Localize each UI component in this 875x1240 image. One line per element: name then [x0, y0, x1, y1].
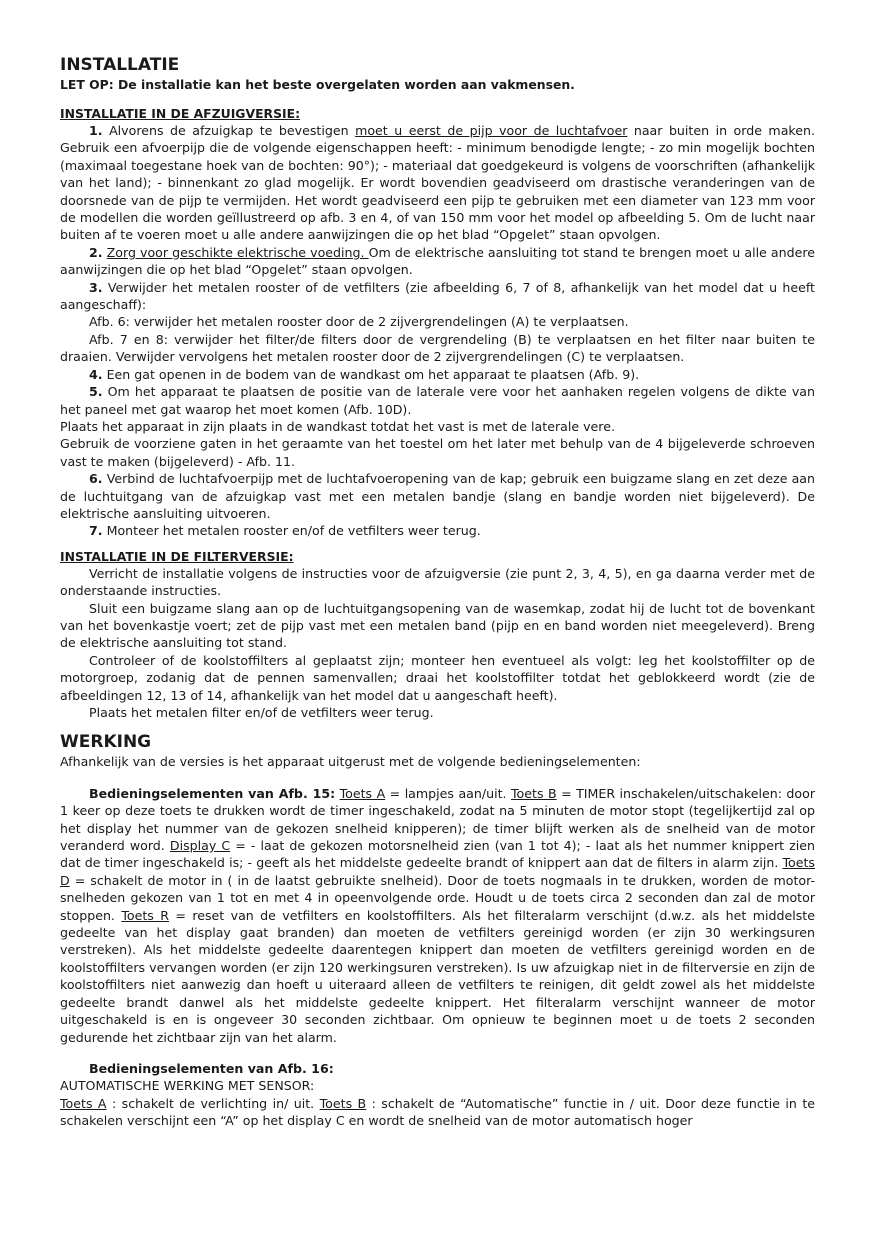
step-2-text: Om de elektrische aansluiting tot stand te brengen moet u alle andere aanwijzingen die op het blad “Opgelet” staan opvolgen. [60, 244, 815, 278]
step-1-underlined: moet u eerst de pijp voor de luchtafvoer [355, 123, 628, 138]
step-number: 5. [89, 384, 103, 400]
toets-d-text: = schakelt de motor in ( in de laatst gebruikte snelheid). Door de toets nogmaals in te drukken, worden de motor-snelheden gekozen van 1 tot en met 4 in opeenvolgende orde. Houdt u de toets circa 2 seconden dan zal de motor stoppen. [60, 872, 815, 923]
toets-b-label: Toets B [511, 785, 557, 801]
automatic-sensor-title: AUTOMATISCHE WERKING MET SENSOR: [60, 1078, 315, 1094]
step-number: 4. [89, 366, 103, 382]
step-5 [60, 383, 815, 418]
step-1-text-a: Alvorens de afzuigkap te bevestigen [109, 123, 356, 138]
afb16-toets-a-text: : schakelt de verlichting in/ uit. [106, 1095, 320, 1111]
werking-intro: Afhankelijk van de versies is het apparaat uitgerust met de volgende bedieningselementen: [60, 754, 641, 770]
step-number: 3. [89, 279, 103, 295]
step-3-afb6: Afb. 6: verwijder het metalen rooster door de 2 zijvergrendelingen (A) te verplaatsen. [89, 314, 629, 330]
step-4 [60, 366, 815, 383]
step-6-text: Verbind de luchtafvoerpijp met de luchtafvoeropening van de kap; gebruik een buigzame slang en zet deze aan de luchtuitgang van de afzuigkap vast met een metalen bandje (slang en bandje worden niet bijgeleverd). De elektrische aansluiting uitvoeren. [60, 471, 815, 521]
controls-afb16-label [60, 1060, 815, 1077]
section-title-filterversie: INSTALLATIE IN DE FILTERVERSIE: [60, 548, 294, 564]
toets-r-label: Toets R [121, 907, 169, 923]
heading-werking: WERKING [60, 732, 152, 753]
controls-afb16-label-text: Bedieningselementen van Afb. 16: [89, 1060, 334, 1076]
filter-paragraph-1: Verricht de installatie volgens de instructies voor de afzuigversie (zie punt 2, 3, 4, 5), en ga daarna verder met de onderstaande instructies. [60, 565, 815, 599]
step-1-text-b: naar buiten in orde maken. Gebruik een afvoerpijp die de volgende eigenschappen heeft: - minimum benodigde lengte; - zo min mogelijk bochten (maximaal toegestane hoek van de bochten: 90°); - materiaal dat goedgekeurd is volgens de voorschriften (afhankelijk van het land); - binnenkant zo glad mogelijk. Er wordt bovendien geadviseerd om drastische veranderingen van de doorsnede van de pijp te vermijden. Het wordt geadviseerd een pijp te gebruiken met een diameter van 123 mm voor de modellen die worden geïllustreerd op afb. 3 en 4, of van 150 mm voor het model op afbeelding 5. Om de lucht naar buiten af te voeren moet u alle andere aanwijzingen die op het blad “Opgelet” staan opvolgen. [60, 123, 815, 243]
filter-paragraph-4: Plaats het metalen filter en/of de vetfilters weer terug. [89, 705, 434, 720]
toets-a-label: Toets A [339, 785, 386, 801]
controls-afb16 [60, 1095, 815, 1130]
toets-a-text: = lampjes aan/uit. [385, 785, 511, 801]
toets-r-text: = reset van de vetfilters en koolstoffilters. Als het filteralarm verschijnt (d.w.z. als het middelste gedeelte van het display gaat branden) dan moeten de vetfilters gereinigd worden (er zijn 30 werkingsuren verstreken). Als het middelste gedeelte daarentegen knippert dan moeten de vetfilters gereinigd worden en de koolstoffilters vervangen worden (er zijn 120 werkingsuren verstreken). Is uw afzuigkap niet in de filterversie en zijn de koolstoffilters niet aanwezig dan hoeft u uiteraard alleen de vetfilters te reinigen, dit geldt zowel als het middelste gedeelte brandt danwel als het middelste gedeelte knippert. Het filteralarm verschijnt wanneer de motor uitgeschakeld is en is ongeveer 30 seconden zichtbaar. Om opnieuw te beginnen moet u de toets 2 seconden gedurende het zichtbaar zijn van het alarm. [60, 907, 815, 1045]
step-3-text: Verwijder het metalen rooster of de vetfilters (zie afbeelding 6, 7 of 8, afhankelijk van het model dat u heeft aangeschaff): [60, 279, 815, 313]
step-5-paragraph-3: Gebruik de voorziene gaten in het geraamte van het toestel om het later met behulp van de 4 bijgeleverde schroeven vast te maken (bijgeleverd) - Afb. 11. [60, 436, 815, 469]
controls-afb15 [60, 785, 815, 1046]
afb16-toets-a-label: Toets A [60, 1095, 107, 1111]
installation-warning: LET OP: De installatie kan het beste overgelaten worden aan vakmensen. [60, 77, 575, 92]
step-number: 2. [89, 244, 103, 260]
display-c-label: Display C [169, 838, 231, 854]
step-2-underlined: Zorg voor geschikte elektrische voeding. [106, 244, 369, 260]
afb16-toets-b-text: : schakelt de “Automatische” functie in / uit. Door deze functie in te schakelen verschijnt een “A” op het display C en wordt de snelheid van de motor automatisch hoger [60, 1095, 816, 1129]
step-5-text: Om het apparaat te plaatsen de positie van de laterale vere voor het aanhaken regelen volgens de dikte van het paneel met gat waarop het moet komen (Afb. 10D). [60, 384, 815, 417]
filter-paragraph-3: Controleer of de koolstoffilters al geplaatst zijn; monteer hen eventueel als volgt: leg het koolstoffilter op de motorgroep, zodanig dat de pennen samenvallen; draai het koolstoffilter totdat het geblokkeerd wordt (zie de afbeeldingen 12, 13 of 14, afhankelijk van het model dat u aangeschaft heeft). [60, 652, 815, 703]
step-3 [60, 279, 815, 314]
step-3-afb78: Afb. 7 en 8: verwijder het filter/de filters door de vergrendeling (B) te verplaatsen en het filter naar buiten te draaien. Verwijder vervolgens het metalen rooster door de 2 zijvergrendelingen (C) te verplaatsen. [60, 331, 815, 365]
filter-paragraph-2: Sluit een buigzame slang aan op de luchtuitgangsopening van de wasemkap, zodat hij de lucht tot de bovenkant van het bovenkastje voert; zet de pijp vast met een metalen band (pijp en en band worden niet meegeleverd). Breng de elektrische aansluiting tot stand. [60, 600, 815, 651]
step-6 [60, 470, 815, 522]
section-title-afzuigversie: INSTALLATIE IN DE AFZUIGVERSIE: [60, 106, 301, 121]
step-number: 6. [89, 471, 103, 487]
step-7-text: Monteer het metalen rooster en/of de vetfilters weer terug. [106, 523, 481, 539]
toets-b-text: = TIMER inschakelen/uitschakelen: door 1 keer op deze toets te drukken wordt de timer ingeschakeld, zodat na 5 minuten de motor stopt (tegelijkertijd zal op het display het nummer van de gekozen snelheid knipperen); de timer blijft werken als de snelheid van de motor veranderd word. [60, 785, 816, 854]
afb16-toets-b-label: Toets B [319, 1095, 367, 1111]
step-5-paragraph-2: Plaats het apparaat in zijn plaats in de wandkast totdat het vast is met de laterale vere. [60, 418, 615, 434]
toets-d-label: Toets D [60, 855, 815, 888]
step-7 [60, 522, 815, 539]
step-4-text: Een gat openen in de bodem van de wandkast om het apparaat te plaatsen (Afb. 9). [106, 366, 640, 382]
step-number: 7. [89, 523, 103, 539]
step-1 [60, 122, 815, 244]
controls-afb15-label: Bedieningselementen van Afb. 15: [89, 785, 336, 801]
step-2 [60, 244, 815, 279]
heading-installatie: INSTALLATIE [60, 55, 180, 75]
step-number: 1. [89, 123, 103, 138]
display-c-text: = - laat de gekozen motorsnelheid zien (van 1 tot 4); - laat als het nummer knippert zien dat de timer ingeschakeld is; - geeft als het middelste gedeelte brandt of knippert aan dat de filters in alarm zijn. [60, 838, 816, 871]
